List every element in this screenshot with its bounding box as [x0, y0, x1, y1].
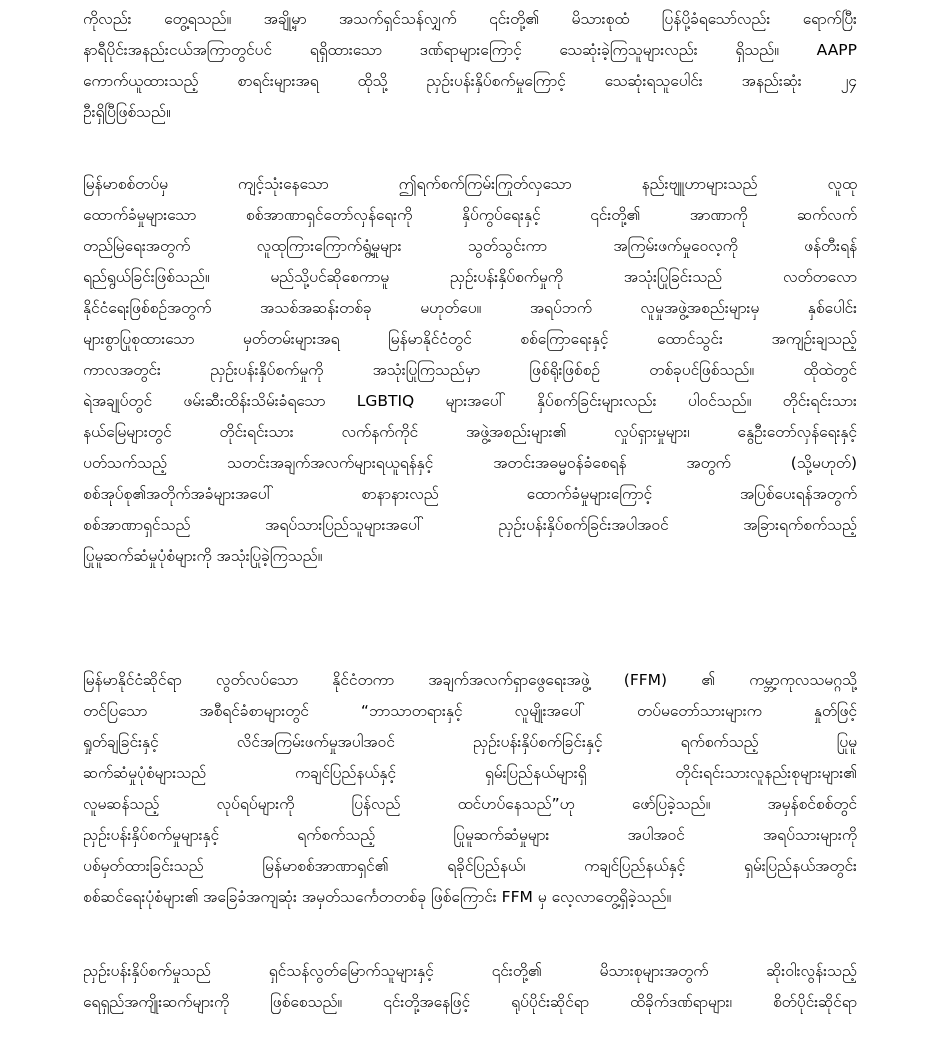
text-line: တည်မြဲရေးအတွက် လူထုကြားကြောက်ရွံ့မှုများ သွတ်သွင်းကာ အကြမ်းဖက်မှုဝေလ့ကို ဖန်တီးရန် [83, 237, 857, 255]
text-line: ကာလအတွင်း ညှဉ်းပန်းနှိပ်စက်မှုကို အသုံးပြုကြသည်မှာ ဖြစ်ရိုးဖြစ်စဉ် တစ်ခုပင်ဖြစ်သည်။ ထိုထဲတွင် [83, 361, 857, 379]
text-line: ညှဉ်းပန်းနှိပ်စက်မှုများနှင့် ရက်စက်သည့် ပြုမူဆက်ဆံမှုများ အပါအဝင် အရပ်သားများကို [83, 826, 857, 844]
text-line: မြန်မာနိုင်ငံဆိုင်ရာ လွတ်လပ်သော နိုင်ငံတကာ အချက်အလက်ရှာဖွေရေးအဖွဲ့ (FFM) ၏ ကမ္ဘာ့ကုလသမဂ္ဂသို့ [83, 671, 857, 689]
text-line: ရေရှည်အကျိုးဆက်များကို ဖြစ်စေသည်။ ၎င်းတို့အနေဖြင့် ရုပ်ပိုင်းဆိုင်ရာ ထိခိုက်ဒဏ်ရာများ၊ စိတ်ပိုင်းဆိုင်ရာ [83, 993, 857, 1011]
text-line: မြန်မာစစ်တပ်မှ ကျင့်သုံးနေသော ဤရက်စက်ကြမ်းကြုတ်လှသော နည်းဗျူဟာများသည် လူထု [83, 175, 857, 193]
paragraph-3 [83, 665, 857, 913]
text-line: စစ်ဆင်ရေးပုံစံများ၏ အခြေခံအကျဆုံး အမှတ်သင်္ကေတတစ်ခု ဖြစ်ကြောင်း FFM မှ လေ့လာတွေ့ရှိခဲ့သည်။ [83, 888, 672, 906]
text-line: နာရီပိုင်းအနည်းငယ်အကြာတွင်ပင် ရရှိထားသော ဒဏ်ရာများကြောင့် သေဆုံးခဲ့ကြသူများလည်း ရှိသည်။ AAPP [83, 41, 857, 59]
text-line: လူမဆန်သည့် လုပ်ရပ်များကို ပြန်လည် ထင်ဟပ်နေသည်”ဟု ဖော်ပြခဲ့သည်။ အမှန်စင်စစ်တွင် [83, 795, 857, 813]
text-line: ပစ်မှတ်ထားခြင်းသည် မြန်မာစစ်အာဏာရှင်၏ ရခိုင်ပြည်နယ်၊ ကချင်ပြည်နယ်နှင့် ရှမ်းပြည်နယ်အတွင်း [83, 857, 857, 875]
text-line: နိုင်ငံရေးဖြစ်စဉ်အတွက် အသစ်အဆန်းတစ်ခု မဟုတ်ပေ။ အရပ်ဘက် လူမှုအဖွဲ့အစည်းများမှ နှစ်ပေါင်း [83, 299, 857, 317]
text-line: ကောက်ယူထားသည့် စာရင်းများအရ ထိုသို့ ညှဉ်းပန်းနှိပ်စက်မှုကြောင့် သေဆုံးရသူပေါင်း အနည်းဆုံး ၂၄ [83, 72, 857, 90]
text-line: နယ်မြေများတွင် တိုင်းရင်းသား လက်နက်ကိုင် အဖွဲ့အစည်းများ၏ လှုပ်ရှားမှုများ၊ နွေဦးတော်လှန်ရေးနှင့် [83, 423, 857, 441]
text-line: များစွာပြုစုထားသော မှတ်တမ်းများအရ မြန်မာနိုင်ငံတွင် စစ်ကြောရေးနှင့် ထောင်သွင်း အကျဉ်းချသည့် [83, 330, 857, 348]
text-line: ကိုလည်း တွေ့ရသည်။ အချို့မှာ အသက်ရှင်သန်လျှက် ၎င်းတို့၏ မိသားစုထံ ပြန်ပို့ခံရသော်လည်း ရောက်ပြီး [83, 10, 857, 28]
text-line: ထောက်ခံမှုများသော စစ်အာဏာရှင်တော်လှန်ရေးကို နှိပ်ကွပ်ရေးနှင့် ၎င်းတို့၏ အာဏာကို ဆက်လက် [83, 206, 857, 224]
text-line: ရည်ရွယ်ခြင်းဖြစ်သည်။ မည်သို့ပင်ဆိုစေကာမူ ညှဉ်းပန်းနှိပ်စက်မှုကို အသုံးပြုခြင်းသည် လတ်တလော [83, 268, 857, 286]
paragraph-4 [83, 956, 857, 1018]
text-line: ပြုမူဆက်ဆံမှုပုံစံများကို အသုံးပြုခဲ့ကြသည်။ [83, 547, 323, 565]
text-line: ဆက်ဆံမှုပုံစံများသည် ကချင်ပြည်နယ်နှင့် ရှမ်းပြည်နယ်များရှိ တိုင်းရင်းသားလူနည်းစုများများ၏ [83, 764, 857, 782]
text-line: စစ်အာဏာရှင်သည် အရပ်သားပြည်သူများအပေါ် ညှဉ်းပန်းနှိပ်စက်ခြင်းအပါအဝင် အခြားရက်စက်သည့် [83, 516, 857, 534]
text-line: ရဲအချုပ်တွင် ဖမ်းဆီးထိန်းသိမ်းခံရသော LGBTIQ များအပေါ် နှိပ်စက်ခြင်းများလည်း ပါဝင်သည်။ တိုင်းရင်းသား [83, 392, 857, 410]
text-line: ဦးရှိပြီဖြစ်သည်။ [83, 103, 171, 121]
paragraph-2 [83, 169, 857, 572]
text-line: ညှဉ်းပန်းနှိပ်စက်မှုသည် ရှင်သန်လွတ်မြောက်သူများနှင့် ၎င်းတို့၏ မိသားစုများအတွက် ဆိုးဝါးလွန်းသည့် [83, 962, 857, 980]
paragraph-1 [83, 4, 857, 128]
text-line: ရှုတ်ချခြင်းနှင့် လိင်အကြမ်းဖက်မှုအပါအဝင် ညှဉ်းပန်းနှိပ်စက်ခြင်းနှင့် ရက်စက်သည့် ပြုမူ [83, 733, 857, 751]
text-line: စစ်အုပ်စု၏အတိုက်အခံများအပေါ် စာနာနားလည် ထောက်ခံမှုများကြောင့် အပြစ်ပေးရန်အတွက် [83, 485, 857, 503]
text-line: တင်ပြသော အစီရင်ခံစာများတွင် “ဘာသာတရားနှင့် လူမျိုးအပေါ် တပ်မတော်သားများက နှုတ်ဖြင့် [83, 702, 857, 720]
text-line: ပတ်သက်သည့် သတင်းအချက်အလက်များရယူရန်နှင့် အတင်းအဓမ္မဝန်ခံစေရန် အတွက် (သို့မဟုတ်) [83, 454, 857, 472]
